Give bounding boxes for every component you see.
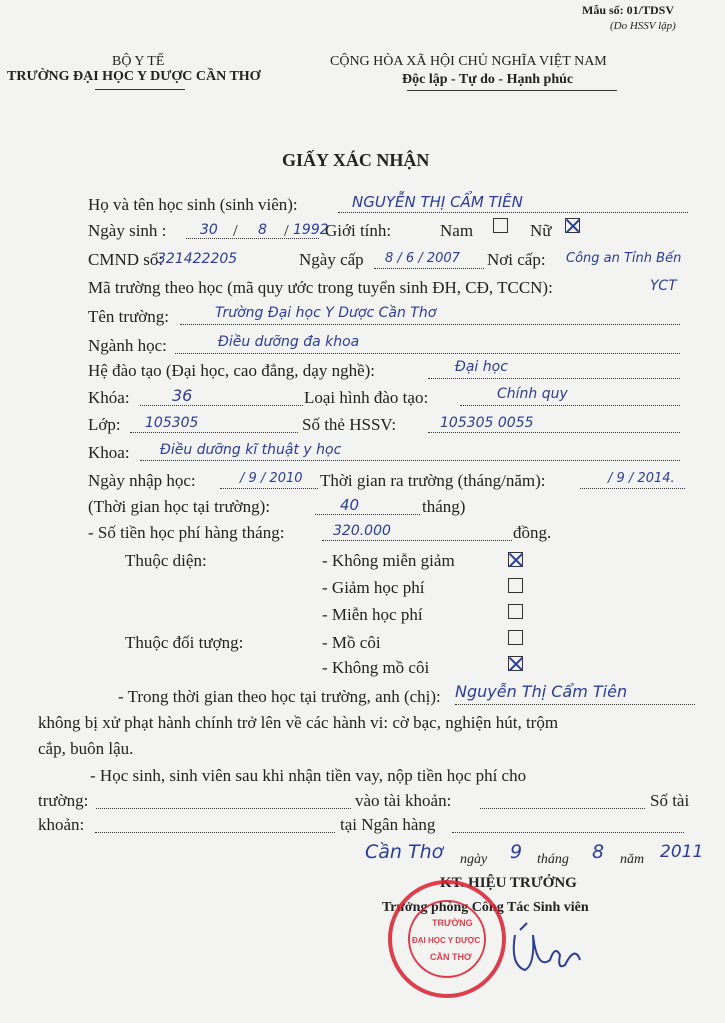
para2-line2-c: Số tài [650,791,690,810]
cohort-value: 36 [172,386,193,405]
male-label: Nam [440,221,474,240]
major-value: Điều dưỡng đa khoa [218,334,360,350]
stamp-text-bot: CẦN THƠ [430,952,472,962]
faculty-value: Điều dưỡng kĩ thuật y học [160,442,342,458]
faculty-label: Khoa: [88,443,130,462]
ministry: BỘ Y TẾ [112,54,165,69]
document-title: GIẤY XÁC NHẬN [282,150,430,170]
school-name-value: Trường Đại học Y Dược Cần Thơ [215,305,437,321]
date-month: 8 [592,841,605,863]
category-checkbox-3[interactable] [508,604,523,619]
para1-line [455,704,695,705]
header-divider-right [407,90,617,91]
graduation-label: Thời gian ra trường (tháng/năm): [320,471,546,490]
form-note: (Do HSSV lập) [610,20,676,32]
student-id-value: 105305 0055 [440,415,534,431]
training-type-line [460,405,680,406]
fee-value: 320.000 [333,523,391,539]
enroll-label: Ngày nhập học: [88,471,196,490]
dob-label: Ngày sinh : [88,221,167,240]
date-year-label: năm [620,852,645,867]
country-name: CỘNG HÒA XÃ HỘI CHỦ NGHĨA VIỆT NAM [330,54,607,69]
graduation-value: / 9 / 2014. [608,471,675,486]
enroll-value: / 9 / 2010 [240,471,303,486]
class-value: 105305 [145,415,199,431]
cohort-label: Khóa: [88,388,130,407]
category-option-1: - Không miễn giảm [322,551,455,570]
dob-sep-1: / [233,221,238,240]
para2-line3-a: khoản: [38,815,85,834]
category-checkbox-1[interactable] [508,552,523,567]
school-name-label: Tên trường: [88,307,169,326]
major-label: Ngành học: [88,336,167,355]
category-option-2: - Giảm học phí [322,578,425,597]
para2-line2-dots1 [96,808,351,809]
male-checkbox[interactable] [493,218,508,233]
school-name-line [180,324,680,325]
level-value: Đại học [455,359,508,375]
official-stamp [388,880,506,998]
id-label: CMND số: [88,250,164,269]
subject-checkbox-2[interactable] [508,656,523,671]
date-day: 9 [510,841,523,863]
signer-role: Trưởng phòng Công Tác Sinh viên [382,900,589,915]
duration-line [315,514,420,515]
category-checkbox-2[interactable] [508,578,523,593]
female-label: Nữ [530,221,552,240]
dob-year: 1992 [293,222,329,238]
student-id-label: Số thẻ HSSV: [302,415,397,434]
duration-unit: tháng) [422,497,466,516]
name-line [338,212,688,213]
university-name: TRƯỜNG ĐẠI HỌC Y DƯỢC CẦN THƠ [7,69,261,84]
level-label: Hệ đào tạo (Đại học, cao đẳng, dạy nghề): [88,361,375,380]
signature [505,915,585,985]
subject-option-2: - Không mồ côi [322,658,430,677]
date-month-label: tháng [537,852,569,867]
para2-line1: - Học sinh, sinh viên sau khi nhận tiền vay, nộp tiền học phí cho [90,766,527,785]
gender-label: Giới tính: [325,221,392,240]
issue-place-label: Nơi cấp: [487,250,546,269]
name-label: Họ và tên học sinh (sinh viên): [88,195,298,214]
level-line [428,378,680,379]
category-option-3: - Miễn học phí [322,605,423,624]
faculty-line [140,460,680,461]
para1-line3: cắp, buôn lậu. [38,739,134,758]
school-code-label: Mã trường theo học (mã quy ước trong tuyển sinh ĐH, CĐ, TCCN): [88,278,553,297]
para1-line1: - Trong thời gian theo học tại trường, anh (chị): [118,687,441,706]
para2-line3-dots1 [95,832,335,833]
name-value: NGUYỄN THỊ CẨM TIÊN [352,193,523,211]
issue-date-label: Ngày cấp [299,250,364,269]
stamp-text-top: TRƯỜNG [432,918,473,928]
para1-line2: không bị xử phạt hành chính trở lên về các hành vi: cờ bạc, nghiện hút, trộm [38,713,559,732]
subject-option-1: - Mồ côi [322,633,381,652]
issue-place-value: Công an Tỉnh Bến [566,251,682,266]
signer-title: KT. HIỆU TRƯỞNG [440,875,577,891]
duration-value: 40 [340,496,360,514]
motto: Độc lập - Tự do - Hạnh phúc [402,72,574,87]
dob-month: 8 [258,222,267,238]
stamp-text-mid: ĐẠI HỌC Y DƯỢC [412,936,481,945]
issue-date-value: 8 / 6 / 2007 [385,251,460,266]
para1-name: Nguyễn Thị Cẩm Tiên [455,682,628,701]
dob-day: 30 [200,222,218,238]
fee-unit: đồng. [513,523,552,542]
cohort-line [140,405,303,406]
dob-sep-2: / [284,221,289,240]
para2-line2-a: trường: [38,791,89,810]
id-value: 321422205 [157,251,238,267]
duration-label: (Thời gian học tại trường): [88,497,271,516]
training-type-value: Chính quy [497,386,568,402]
para2-line2-dots2 [480,808,645,809]
fee-label: - Số tiền học phí hàng tháng: [88,523,285,542]
para2-line2-b: vào tài khoản: [355,791,452,810]
training-type-label: Loại hình đào tạo: [304,388,429,407]
para2-line3-dots2 [452,832,684,833]
date-day-label: ngày [460,852,488,867]
category-label: Thuộc diện: [125,551,207,570]
para2-line3-b: tại Ngân hàng [340,815,436,834]
form-code: Mẫu số: 01/TDSV [582,3,675,17]
major-line [175,353,680,354]
date-year: 2011 [660,842,704,862]
date-place: Cần Thơ [365,841,444,863]
school-code-value: YCT [650,278,677,294]
header-divider-left [95,89,185,90]
subject-checkbox-1[interactable] [508,630,523,645]
subject-label: Thuộc đối tượng: [125,633,244,652]
female-checkbox[interactable] [565,218,580,233]
class-label: Lớp: [88,415,121,434]
